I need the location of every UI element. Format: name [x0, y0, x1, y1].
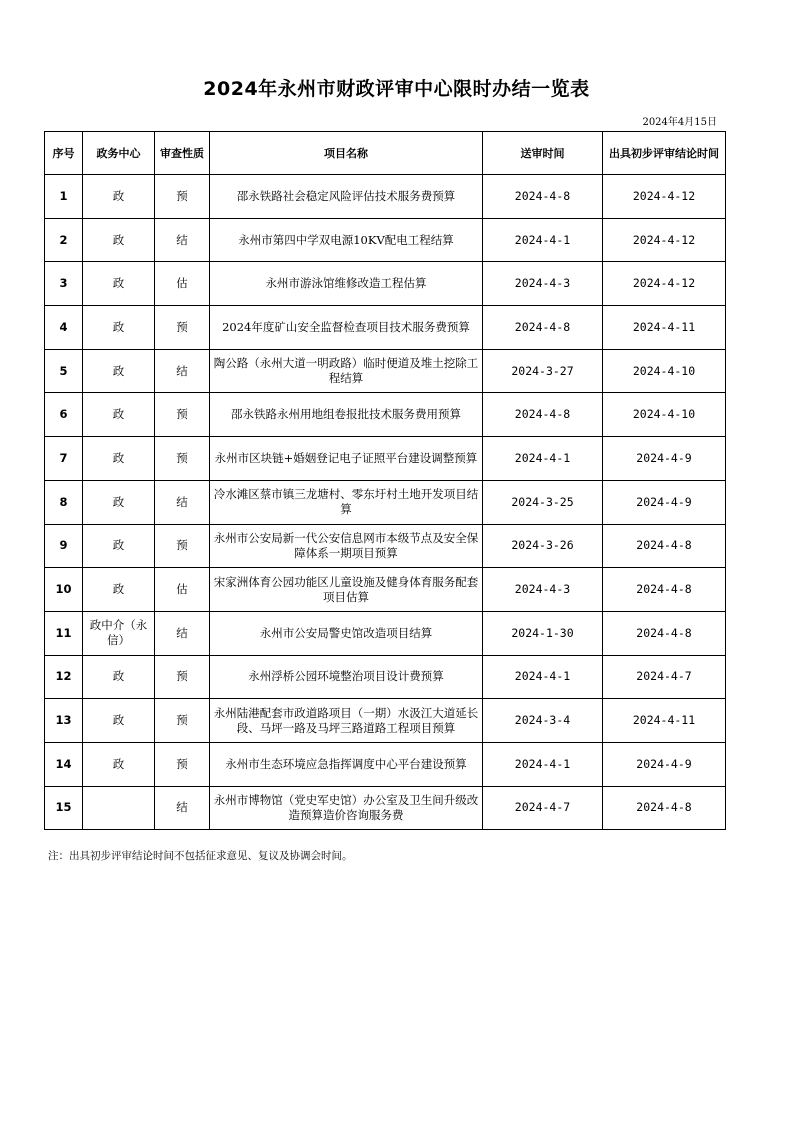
- cell-center: 政: [83, 742, 155, 786]
- table-row: [45, 393, 726, 437]
- cell-result-time: 2024-4-9: [603, 480, 726, 524]
- cell-result-time: 2024-4-12: [603, 218, 726, 262]
- header-nature: 审查性质: [155, 132, 210, 175]
- header-center: 政务中心: [83, 132, 155, 175]
- cell-center: 政: [83, 393, 155, 437]
- cell-index: 4: [45, 306, 83, 350]
- cell-index: 15: [45, 786, 83, 830]
- cell-project-name: 冷水滩区蔡市镇三龙塘村、零东圩村土地开发项目结算: [210, 480, 483, 524]
- cell-nature: 预: [155, 306, 210, 350]
- cell-center: 政: [83, 480, 155, 524]
- cell-result-time: 2024-4-12: [603, 262, 726, 306]
- cell-submit-time: 2024-3-4: [483, 699, 603, 743]
- table-row: [45, 349, 726, 393]
- cell-center: 政: [83, 349, 155, 393]
- cell-submit-time: 2024-3-27: [483, 349, 603, 393]
- cell-nature: 预: [155, 393, 210, 437]
- cell-nature: 结: [155, 611, 210, 655]
- cell-project-name: 永州市生态环境应急指挥调度中心平台建设预算: [210, 742, 483, 786]
- cell-nature: 结: [155, 218, 210, 262]
- cell-index: 13: [45, 699, 83, 743]
- cell-nature: 预: [155, 742, 210, 786]
- cell-result-time: 2024-4-12: [603, 175, 726, 219]
- cell-project-name: 宋家洲体育公园功能区儿童设施及健身体育服务配套项目估算: [210, 568, 483, 612]
- cell-submit-time: 2024-4-1: [483, 655, 603, 699]
- cell-index: 9: [45, 524, 83, 568]
- table-row: [45, 306, 726, 350]
- cell-project-name: 永州市第四中学双电源10KV配电工程结算: [210, 218, 483, 262]
- cell-submit-time: 2024-4-1: [483, 218, 603, 262]
- cell-result-time: 2024-4-8: [603, 611, 726, 655]
- cell-project-name: 永州市博物馆（党史军史馆）办公室及卫生间升级改造预算造价咨询服务费: [210, 786, 483, 830]
- cell-submit-time: 2024-4-1: [483, 437, 603, 481]
- cell-index: 6: [45, 393, 83, 437]
- cell-index: 8: [45, 480, 83, 524]
- header-result-time: 出具初步评审结论时间: [603, 132, 726, 175]
- cell-result-time: 2024-4-10: [603, 393, 726, 437]
- cell-result-time: 2024-4-9: [603, 437, 726, 481]
- cell-center: 政: [83, 524, 155, 568]
- cell-nature: 预: [155, 524, 210, 568]
- table-header-row: [45, 132, 726, 175]
- cell-index: 2: [45, 218, 83, 262]
- cell-center: 政: [83, 655, 155, 699]
- cell-project-name: 永州市区块链+婚姻登记电子证照平台建设调整预算: [210, 437, 483, 481]
- cell-nature: 预: [155, 655, 210, 699]
- cell-submit-time: 2024-4-8: [483, 175, 603, 219]
- cell-index: 14: [45, 742, 83, 786]
- table-row: [45, 568, 726, 612]
- table-row: [45, 175, 726, 219]
- table-row: [45, 699, 726, 743]
- cell-nature: 预: [155, 437, 210, 481]
- cell-submit-time: 2024-4-8: [483, 306, 603, 350]
- cell-nature: 结: [155, 786, 210, 830]
- cell-project-name: 陶公路（永州大道一明政路）临时便道及堆土挖除工程结算: [210, 349, 483, 393]
- page-title: 2024年永州市财政评审中心限时办结一览表: [203, 78, 590, 100]
- cell-project-name: 永州市游泳馆维修改造工程估算: [210, 262, 483, 306]
- cell-index: 1: [45, 175, 83, 219]
- header-submit-time: 送审时间: [483, 132, 603, 175]
- report-date: 2024年4月15日: [642, 117, 717, 128]
- table-row: [45, 480, 726, 524]
- cell-submit-time: 2024-4-3: [483, 262, 603, 306]
- cell-project-name: 永州市公安局警史馆改造项目结算: [210, 611, 483, 655]
- table-row: [45, 437, 726, 481]
- table-row: [45, 262, 726, 306]
- table-row: [45, 655, 726, 699]
- footnote: 注：出具初步评审结论时间不包括征求意见、复议及协调会时间。: [48, 850, 353, 862]
- cell-project-name: 永州陆港配套市政道路项目（一期）水汲江大道延长段、马坪一路及马坪三路道路工程项目预算: [210, 699, 483, 743]
- cell-result-time: 2024-4-7: [603, 655, 726, 699]
- cell-nature: 估: [155, 568, 210, 612]
- cell-submit-time: 2024-3-25: [483, 480, 603, 524]
- cell-result-time: 2024-4-8: [603, 568, 726, 612]
- cell-submit-time: 2024-4-1: [483, 742, 603, 786]
- cell-result-time: 2024-4-8: [603, 524, 726, 568]
- cell-index: 12: [45, 655, 83, 699]
- cell-index: 10: [45, 568, 83, 612]
- cell-submit-time: 2024-4-8: [483, 393, 603, 437]
- cell-submit-time: 2024-3-26: [483, 524, 603, 568]
- cell-nature: 结: [155, 480, 210, 524]
- cell-project-name: 邵永铁路社会稳定风险评估技术服务费预算: [210, 175, 483, 219]
- cell-project-name: 永州浮桥公园环境整治项目设计费预算: [210, 655, 483, 699]
- cell-project-name: 2024年度矿山安全监督检查项目技术服务费预算: [210, 306, 483, 350]
- cell-index: 3: [45, 262, 83, 306]
- cell-index: 11: [45, 611, 83, 655]
- table-row: [45, 218, 726, 262]
- cell-submit-time: 2024-1-30: [483, 611, 603, 655]
- cell-center: [83, 786, 155, 830]
- header-name: 项目名称: [210, 132, 483, 175]
- cell-nature: 估: [155, 262, 210, 306]
- project-table: [44, 131, 726, 830]
- cell-submit-time: 2024-4-7: [483, 786, 603, 830]
- table-row: [45, 524, 726, 568]
- cell-center: 政中介（永信）: [83, 611, 155, 655]
- cell-center: 政: [83, 262, 155, 306]
- cell-result-time: 2024-4-9: [603, 742, 726, 786]
- table-row: [45, 742, 726, 786]
- cell-center: 政: [83, 437, 155, 481]
- cell-index: 7: [45, 437, 83, 481]
- cell-submit-time: 2024-4-3: [483, 568, 603, 612]
- cell-center: 政: [83, 568, 155, 612]
- cell-project-name: 永州市公安局新一代公安信息网市本级节点及安全保障体系一期项目预算: [210, 524, 483, 568]
- cell-result-time: 2024-4-11: [603, 306, 726, 350]
- cell-center: 政: [83, 175, 155, 219]
- cell-nature: 预: [155, 175, 210, 219]
- cell-result-time: 2024-4-8: [603, 786, 726, 830]
- cell-index: 5: [45, 349, 83, 393]
- cell-result-time: 2024-4-10: [603, 349, 726, 393]
- cell-center: 政: [83, 699, 155, 743]
- cell-nature: 结: [155, 349, 210, 393]
- cell-center: 政: [83, 218, 155, 262]
- cell-project-name: 邵永铁路永州用地组卷报批技术服务费用预算: [210, 393, 483, 437]
- header-index: 序号: [45, 132, 83, 175]
- cell-nature: 预: [155, 699, 210, 743]
- table-row: [45, 611, 726, 655]
- cell-result-time: 2024-4-11: [603, 699, 726, 743]
- cell-center: 政: [83, 306, 155, 350]
- table-row: [45, 786, 726, 830]
